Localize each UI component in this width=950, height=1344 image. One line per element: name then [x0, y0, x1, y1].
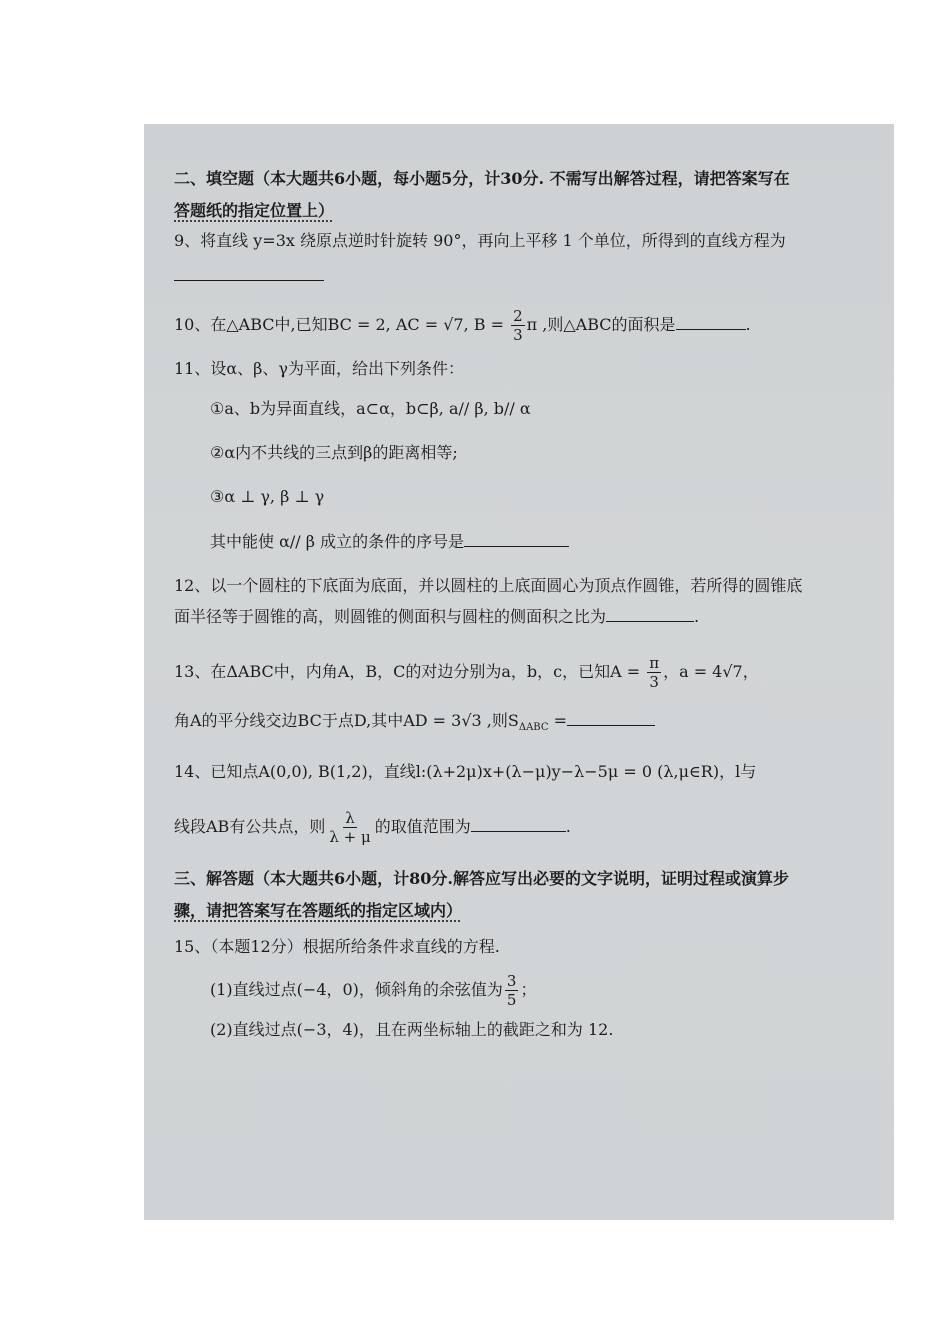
question-12-line1: 12、以一个圆柱的下底面为底面，并以圆柱的上底面圆心为顶点作圆锥，若所得的圆锥底 [174, 576, 803, 595]
q15-part-1: (1)直线过点(−4，0)，倾斜角的余弦值为 $\frac{3}{5}$ ； [210, 972, 537, 1010]
question-15-stem: 15、（本题12分）根据所给条件求直线的方程. [174, 937, 500, 957]
q11-answer-blank [464, 530, 569, 547]
section3-heading-cont: 骤，请把答案写在答题纸的指定区域内） [174, 901, 463, 921]
q11-ask: 其中能使 α// β 成立的条件的序号是 [174, 530, 862, 553]
question-13-line2: 角A的平分线交边BC于点D,其中AD = 3√3 ,则$S_{\Delta ABC}$ = [174, 709, 862, 739]
q13-answer-blank [567, 709, 655, 726]
question-13-line1: 13、在ΔABC中，内角A，B，C的对边分别为a，b，c，已知A = $\frac{\pi}{3}$ ，a = 4√7， [174, 654, 759, 691]
q12-answer-blank [606, 605, 694, 622]
q11-condition-2: ②α内不共线的三点到β的距离相等; [210, 443, 458, 462]
q10-suffix: π ,则△ABC的面积是 [526, 315, 676, 334]
q15-fraction: $\frac{3}{5}$ [506, 972, 517, 1010]
q14-fraction: $\frac{\lambda}{\lambda + \mu}$ [329, 809, 371, 847]
exam-paper [144, 124, 894, 1220]
question-10: 10、在△ABC中,已知BC = 2, AC = √7, B = $\frac{2}{3}$ π ,则△ABC的面积是 . [174, 307, 751, 344]
question-9: 9、将直线 y=3x 绕原点逆时针旋转 90°，再向上平移 1 个单位，所得到的直线方程为 [174, 231, 786, 250]
q11-condition-1: ①a、b为异面直线，a⊂α，b⊂β, a// β, b// α [210, 399, 531, 418]
q13-fraction: $\frac{\pi}{3}$ [649, 654, 660, 691]
q14-answer-blank [471, 815, 566, 832]
section3-heading: 三、解答题（本大题共6小题，计80分.解答应写出必要的文字说明，证明过程或演算步 [174, 869, 789, 889]
section2-heading: 二、填空题（本大题共6小题，每小题5分，计30分. 不需写出解答过程，请把答案写在 [174, 169, 790, 188]
q15-part-2: (2)直线过点(−3，4)，且在两坐标轴上的截距之和为 12. [210, 1020, 614, 1040]
question-14-line2: 线段AB有公共点，则 $\frac{\lambda}{\lambda + \mu}$ 的取值范围为 . [174, 809, 571, 847]
question-12-line2: 面半径等于圆锥的高，则圆锥的侧面积与圆柱的侧面积之比为 . [174, 607, 700, 626]
question-11-stem: 11、设α、β、γ为平面，给出下列条件： [174, 359, 464, 378]
q10-answer-blank [676, 313, 746, 330]
q10-prefix: 10、在△ABC中,已知BC = 2, AC = √7, B = [174, 315, 510, 334]
q11-condition-3: ③α ⊥ γ, β ⊥ γ [210, 487, 325, 506]
q10-fraction: $\frac{2}{3}$ [513, 307, 523, 344]
question-14-line1: 14、已知点A(0,0), B(1,2)，直线l:(λ+2μ)x+(λ−μ)y−λ−5μ = 0 (λ,μ∈R)，l与 [174, 762, 757, 782]
q9-answer-blank [174, 262, 324, 281]
section2-heading-cont: 答题纸的指定位置上） [174, 201, 335, 220]
